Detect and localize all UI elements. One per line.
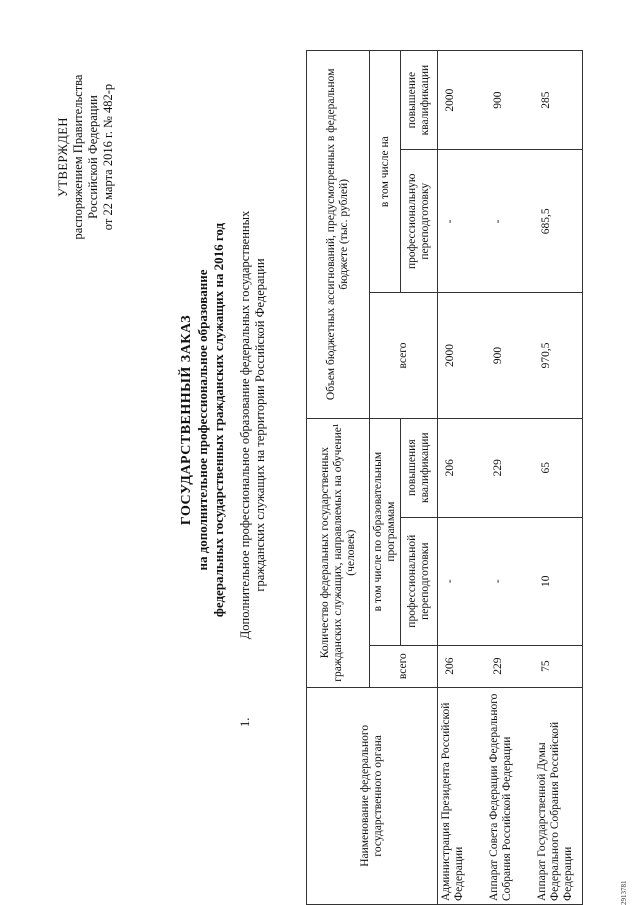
document-title-block xyxy=(178,85,227,755)
header-count-retraining: профессиональной переподготовки xyxy=(401,517,438,645)
table-row xyxy=(534,51,583,905)
count-advanced-cell: 206 xyxy=(438,418,487,517)
count-retraining-cell: 10 xyxy=(534,517,583,645)
header-count-including: в том числе по образовательным программам xyxy=(370,418,401,645)
count-retraining-cell: - xyxy=(486,517,534,645)
agency-name-cell: Аппарат Совета Федерации Федерального Собрания Российской Федерации xyxy=(486,687,534,904)
section-number: 1. xyxy=(238,717,252,727)
header-count-advanced: повышения квалификации xyxy=(401,418,438,517)
document-title: ГОСУДАРСТВЕННЫЙ ЗАКАЗ xyxy=(179,314,194,526)
count-advanced-cell: 229 xyxy=(486,418,534,517)
section-title-line: Дополнительное профессиональное образование федеральных государственных xyxy=(238,210,252,640)
budget-total-cell: 2000 xyxy=(438,293,487,418)
agency-name-cell: Администрация Президента Российской Федерации xyxy=(438,687,487,904)
budget-total-cell: 900 xyxy=(486,293,534,418)
budget-advanced-cell: 2000 xyxy=(438,51,487,150)
header-agency-name: Наименование федерального государственного органа xyxy=(307,687,438,904)
document-subtitle: федеральных государственных гражданских служащих на 2016 год xyxy=(211,222,226,618)
approval-line: распоряжением Правительства xyxy=(71,74,85,240)
table-row xyxy=(486,51,534,905)
approval-line: Российской Федерации xyxy=(86,95,100,219)
header-count-total: всего xyxy=(370,645,438,687)
table-row xyxy=(438,51,487,905)
budget-advanced-cell: 900 xyxy=(486,51,534,150)
header-employee-count: Количество федеральных государственных гражданских служащих, направляемых на обучение¹ (человек) xyxy=(307,418,370,687)
approval-heading: УТВЕРЖДЕН xyxy=(56,117,70,197)
count-total-cell: 75 xyxy=(534,645,583,687)
count-retraining-cell: - xyxy=(438,517,487,645)
header-budget-volume: Объем бюджетных ассигнований, предусмотренных в федеральном бюджете (тыс. рублей) xyxy=(307,51,370,419)
budget-retraining-cell: 685,5 xyxy=(534,150,583,293)
document-code: 2913781 xyxy=(620,880,628,905)
count-total-cell: 206 xyxy=(438,645,487,687)
agency-name-cell: Аппарат Государственной Думы Федерального Собрания Российской Федерации xyxy=(534,687,583,904)
header-budget-retraining: профессиональную переподготовку xyxy=(401,150,438,293)
budget-advanced-cell: 285 xyxy=(534,51,583,150)
header-budget-including: в том числе на xyxy=(370,51,401,293)
budget-total-cell: 970,5 xyxy=(534,293,583,418)
approval-stamp xyxy=(56,57,116,257)
budget-retraining-cell: - xyxy=(438,150,487,293)
count-advanced-cell: 65 xyxy=(534,418,583,517)
header-budget-advanced: повышение квалификации xyxy=(401,51,438,150)
count-total-cell: 229 xyxy=(486,645,534,687)
section-title-line: гражданских служащих на территории Российской Федерации xyxy=(253,258,267,592)
approval-date-line: от 22 марта 2016 г. № 482-р xyxy=(101,83,115,231)
budget-retraining-cell: - xyxy=(486,150,534,293)
section-heading xyxy=(238,65,268,785)
state-order-table xyxy=(306,50,583,905)
header-budget-total: всего xyxy=(370,293,438,418)
document-subtitle: на дополнительное профессиональное образование xyxy=(195,269,210,571)
